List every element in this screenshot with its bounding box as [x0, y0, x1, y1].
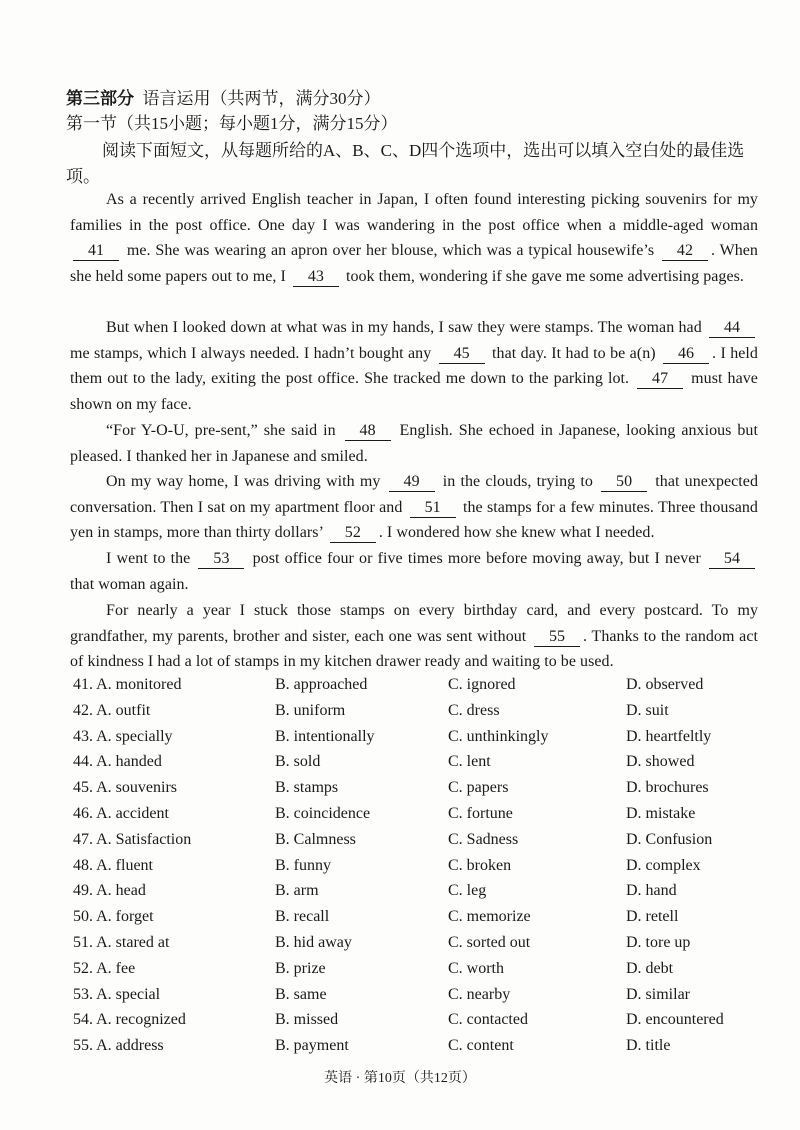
option-a: 50. A. forget — [73, 908, 154, 926]
passage-text: As a recently arrived English teacher in Japan, I often found interesting picking souvenirs for my families in the post office. One day I was wandering in the post office when a middle-aged woman — [70, 191, 758, 234]
option-row-54 — [73, 1011, 763, 1037]
option-a: 46. A. accident — [73, 804, 169, 822]
blank-53: 53 — [198, 550, 244, 569]
passage-text: For nearly a year I stuck those stamps on every birthday card, and every postcard. To my grandfather, my parents, brother and sister, each one was sent without — [70, 602, 758, 645]
option-c: C. sorted out — [448, 933, 531, 951]
option-row-47 — [73, 831, 763, 857]
passage-text: took them, wondering if she gave me some advertising pages. — [345, 267, 744, 285]
option-d: D. suit — [626, 701, 669, 719]
passage-text: But when I looked down at what was in my hands, I saw they were stamps. The woman had — [106, 319, 702, 336]
option-c: C. contacted — [448, 1011, 528, 1029]
option-row-55 — [73, 1037, 763, 1063]
option-row-44 — [73, 753, 763, 779]
option-b: B. intentionally — [275, 727, 375, 745]
option-row-48 — [73, 857, 763, 883]
part-subtitle: 语言运用（共两节，满分30分） — [142, 89, 381, 108]
option-d: D. Confusion — [626, 830, 713, 848]
option-b: B. coincidence — [275, 804, 371, 822]
passage-text: that unexpected conversation. Then I sat on my apartment floor and — [70, 473, 759, 516]
blank-46: 46 — [663, 345, 709, 364]
option-a: 51. A. stared at — [73, 933, 170, 951]
passage-text: post office four or five times more before moving away, but I never — [252, 550, 701, 567]
option-b: B. sold — [275, 753, 321, 771]
option-c: C. ignored — [448, 676, 516, 693]
option-d: D. observed — [626, 676, 704, 693]
option-b: B. uniform — [275, 701, 346, 719]
option-row-53 — [73, 986, 763, 1012]
instructions: 阅读下面短文，从每题所给的A、B、C、D四个选项中，选出可以填入空白处的最佳选项。 — [66, 141, 745, 186]
part-heading — [66, 88, 381, 110]
passage-paragraph-3 — [70, 418, 758, 469]
option-a: 47. A. Satisfaction — [73, 830, 192, 848]
passage-text: . I held them out to the lady, exiting the post office. She tracked me down to the parking lot. — [70, 344, 758, 388]
blank-54: 54 — [709, 550, 755, 569]
blank-45: 45 — [439, 345, 485, 364]
option-b: B. stamps — [275, 779, 339, 797]
option-b: B. funny — [275, 856, 331, 874]
option-b: B. arm — [275, 882, 319, 900]
blank-50: 50 — [601, 473, 647, 492]
option-a: 44. A. handed — [73, 753, 162, 771]
option-row-51 — [73, 934, 763, 960]
passage-text: the stamps for a few minutes. Three thousand yen in stamps, more than thirty dollars’ — [70, 498, 758, 542]
option-a: 43. A. specially — [73, 727, 173, 745]
blank-44: 44 — [709, 319, 755, 338]
option-row-41 — [73, 676, 763, 702]
passage-paragraph-5 — [70, 546, 758, 597]
option-a: 48. A. fluent — [73, 856, 153, 874]
page-footer: 英语 · 第10页（共12页） — [324, 1071, 476, 1086]
passage-text: must have shown on my face. — [70, 370, 758, 413]
passage-text: that day. It had to be a(n) — [492, 344, 656, 362]
option-d: D. showed — [626, 753, 695, 771]
passage-text: me stamps, which I always needed. I hadn’t bought any — [70, 344, 432, 362]
option-b: B. missed — [275, 1011, 339, 1029]
blank-48: 48 — [345, 422, 391, 441]
passage-text: I went to the — [106, 550, 191, 567]
blank-42: 42 — [662, 242, 708, 261]
option-d: D. retell — [626, 908, 679, 926]
option-d: D. hand — [626, 882, 677, 900]
option-a: 49. A. head — [73, 882, 146, 900]
option-b: B. hid away — [275, 933, 352, 951]
blank-49: 49 — [389, 473, 435, 492]
passage-paragraph-2 — [70, 315, 758, 417]
passage-text: “For Y-O-U, pre-sent,” she said in — [106, 422, 336, 439]
passage-text: . Thanks to the random act of kindness I had a lot of stamps in my kitchen drawer ready and waiting to be used. — [70, 627, 758, 671]
passage-text: . When she held some papers out to me, I — [70, 242, 758, 285]
option-c: C. papers — [448, 779, 509, 797]
passage-text: English. She echoed in Japanese, looking anxious but pleased. I thanked her in Japanese and smiled. — [70, 422, 758, 465]
option-b: B. recall — [275, 908, 330, 926]
option-c: C. worth — [448, 959, 504, 977]
option-c: C. leg — [448, 882, 487, 900]
option-d: D. debt — [626, 959, 674, 977]
option-d: D. tore up — [626, 933, 691, 951]
option-row-42 — [73, 702, 763, 728]
option-b: B. same — [275, 985, 327, 1003]
option-d: D. complex — [626, 856, 701, 874]
option-b: B. Calmness — [275, 830, 356, 848]
option-c: C. memorize — [448, 908, 531, 926]
option-a: 45. A. souvenirs — [73, 779, 177, 797]
option-c: C. lent — [448, 753, 491, 771]
passage-text: me. She was wearing an apron over her blouse, which was a typical housewife’s — [126, 242, 655, 260]
option-c: C. fortune — [448, 804, 513, 822]
option-d: D. brochures — [626, 779, 709, 797]
option-a: 52. A. fee — [73, 959, 136, 977]
passage-text: . I wondered how she knew what I needed. — [378, 524, 655, 542]
option-c: C. unthinkingly — [448, 727, 549, 745]
option-b: B. payment — [275, 1037, 349, 1055]
option-row-46 — [73, 805, 763, 831]
blank-51: 51 — [410, 499, 456, 518]
option-c: C. nearby — [448, 985, 511, 1003]
option-c: C. dress — [448, 701, 500, 719]
passage-paragraph-1 — [70, 187, 758, 289]
blank-47: 47 — [637, 370, 683, 389]
blank-43: 43 — [293, 268, 339, 287]
option-b: B. approached — [275, 676, 368, 693]
passage-text: that woman again. — [70, 575, 189, 593]
option-d: D. encountered — [626, 1011, 724, 1029]
option-a: 54. A. recognized — [73, 1011, 186, 1029]
blank-52: 52 — [330, 524, 376, 543]
part-title: 第三部分 — [66, 89, 134, 108]
option-c: C. content — [448, 1037, 514, 1055]
option-row-43 — [73, 728, 763, 754]
option-d: D. similar — [626, 985, 690, 1003]
option-b: B. prize — [275, 959, 326, 977]
option-a: 41. A. monitored — [73, 676, 182, 693]
section-heading: 第一节（共15小题；每小题1分，满分15分） — [66, 114, 398, 133]
option-d: D. heartfeltly — [626, 727, 712, 745]
option-a: 55. A. address — [73, 1037, 164, 1055]
passage-text: On my way home, I was driving with my — [106, 473, 381, 490]
option-c: C. broken — [448, 856, 512, 874]
option-row-52 — [73, 960, 763, 986]
option-a: 42. A. outfit — [73, 701, 151, 719]
passage-text: in the clouds, trying to — [442, 473, 593, 490]
option-row-45 — [73, 779, 763, 805]
blank-55: 55 — [534, 628, 580, 647]
option-a: 53. A. special — [73, 985, 161, 1003]
answer-options — [73, 676, 763, 1063]
option-d: D. mistake — [626, 804, 696, 822]
option-d: D. title — [626, 1037, 671, 1055]
blank-41: 41 — [73, 242, 119, 261]
passage-paragraph-6 — [70, 598, 758, 675]
option-c: C. Sadness — [448, 830, 519, 848]
passage-paragraph-4 — [70, 469, 758, 546]
option-row-49 — [73, 882, 763, 908]
option-row-50 — [73, 908, 763, 934]
